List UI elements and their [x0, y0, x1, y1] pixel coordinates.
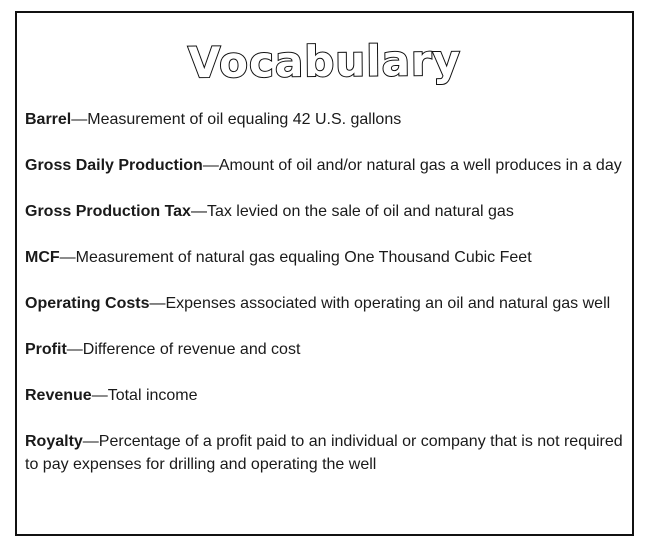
term: Barrel [25, 111, 72, 128]
dash: — [71, 111, 88, 128]
definition: Percentage of a profit paid to an individual or company that is not required to pay expenses for drilling and operating the well [25, 433, 623, 473]
definition-entry-gross-production-tax [25, 200, 625, 223]
definition: Total income [107, 387, 198, 404]
term: Operating Costs [25, 295, 150, 312]
dash: — [202, 157, 219, 174]
term: Gross Daily Production [25, 157, 203, 174]
definition-entry-revenue [25, 384, 625, 407]
dash: — [59, 249, 76, 266]
definition-entry-royalty [25, 430, 625, 476]
definition-list [25, 108, 625, 499]
definition: Tax levied on the sale of oil and natural gas [206, 203, 514, 220]
definition-entry-mcf [25, 246, 625, 269]
term: Profit [25, 341, 67, 358]
dash: — [91, 387, 108, 404]
term: Gross Production Tax [25, 203, 191, 220]
term: Royalty [25, 433, 83, 450]
vocabulary-box [15, 11, 634, 536]
definition-entry-profit [25, 338, 625, 361]
dash: — [66, 341, 83, 358]
page-title: Vocabulary [187, 35, 462, 88]
definition-entry-gross-daily-production [25, 154, 625, 177]
definition: Measurement of natural gas equaling One Thousand Cubic Feet [75, 249, 532, 266]
definition: Amount of oil and/or natural gas a well produces in a day [218, 157, 622, 174]
term: MCF [25, 249, 60, 266]
dash: — [82, 433, 99, 450]
definition-entry-operating-costs [25, 292, 625, 315]
definition-entry-barrel [25, 108, 625, 131]
term: Revenue [25, 387, 92, 404]
definition: Measurement of oil equaling 42 U.S. gallons [87, 111, 402, 128]
definition: Difference of revenue and cost [82, 341, 301, 358]
dash: — [149, 295, 166, 312]
definition: Expenses associated with operating an oil and natural gas well [165, 295, 611, 312]
dash: — [190, 203, 207, 220]
